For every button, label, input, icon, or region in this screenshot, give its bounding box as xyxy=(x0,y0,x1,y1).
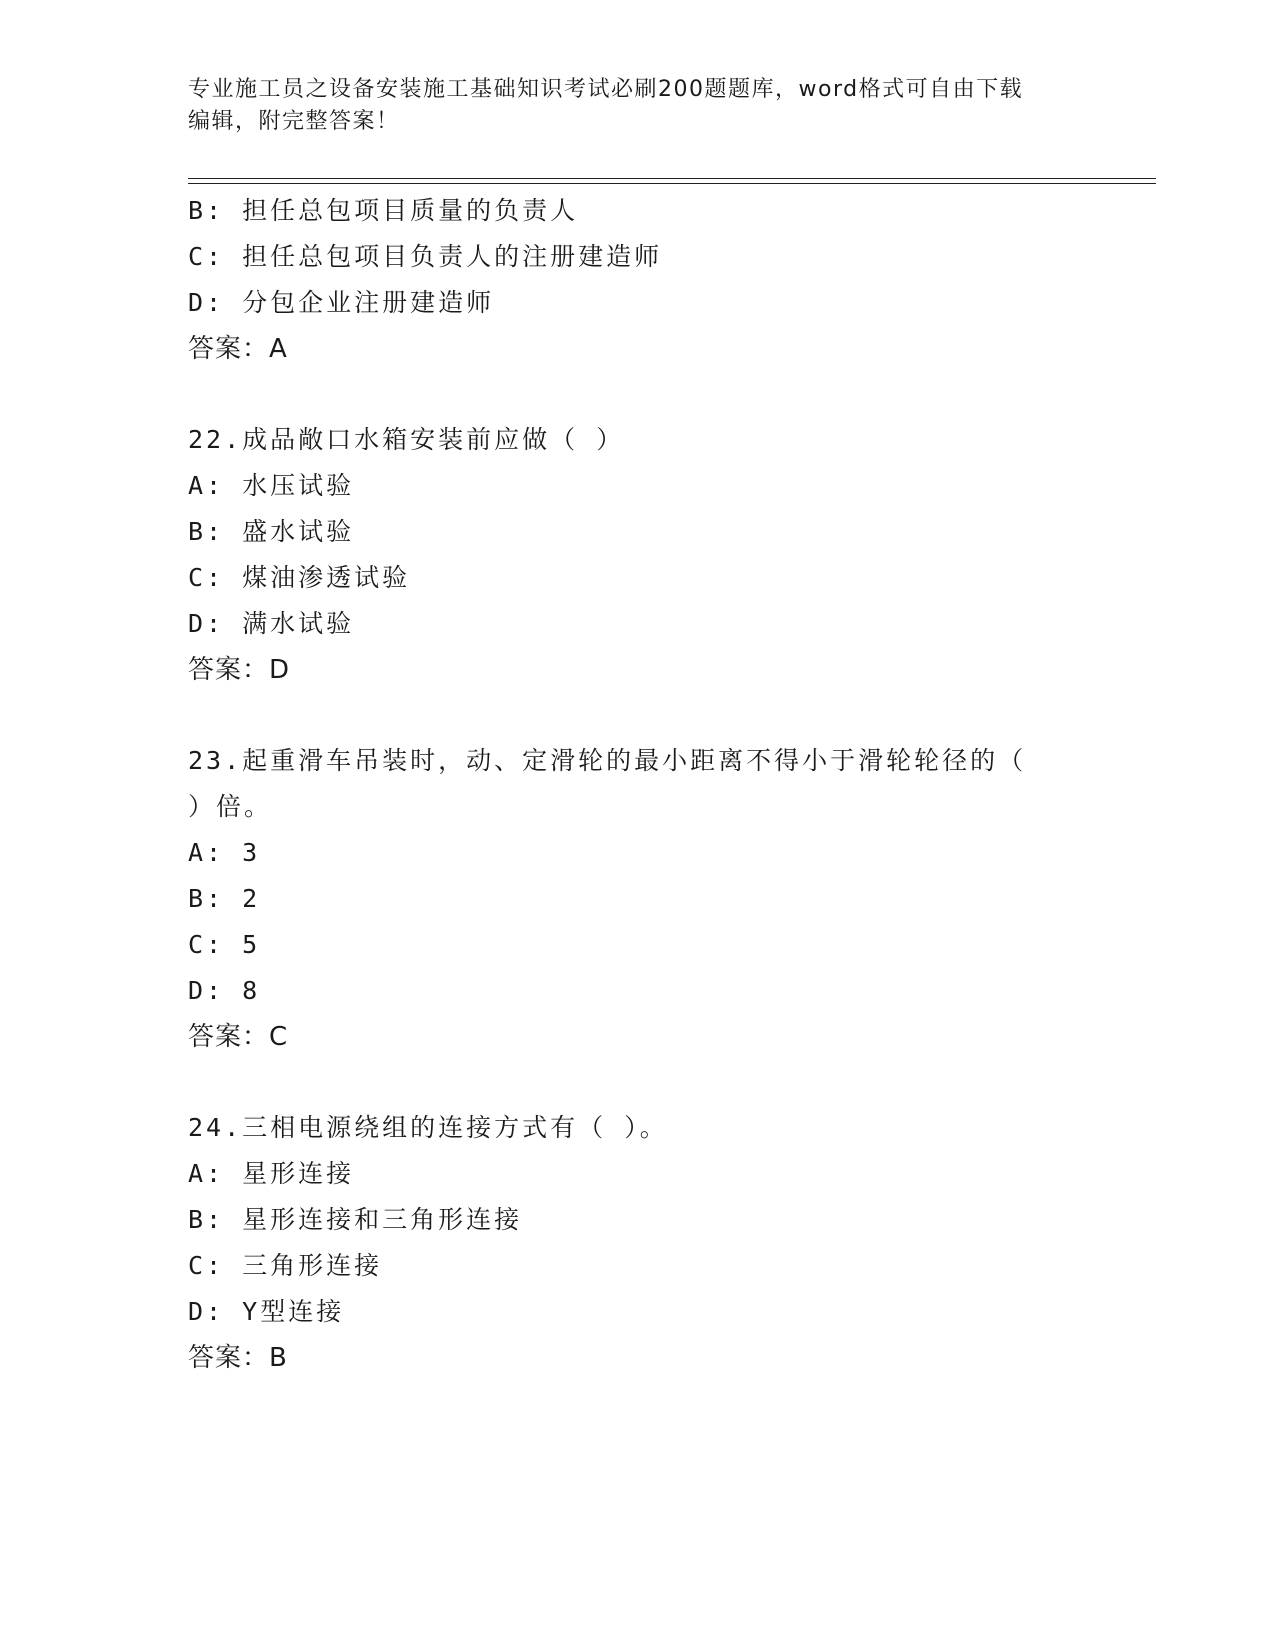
question-text-line-2: ）倍。 xyxy=(188,792,273,821)
question-list xyxy=(188,188,1088,1381)
option-d: D: 8 xyxy=(188,976,261,1005)
header-divider-top xyxy=(188,178,1156,179)
option-b: B: 星形连接和三角形连接 xyxy=(188,1205,523,1234)
header-title-line-1: 专业施工员之设备安装施工基础知识考试必刷200题题库，word格式可自由下载 xyxy=(188,77,1024,102)
header-divider-bottom xyxy=(188,183,1156,184)
header-title-line-2: 编辑，附完整答案！ xyxy=(188,109,400,134)
answer-label: 答案：A xyxy=(188,334,288,364)
answer-label: 答案：B xyxy=(188,1343,288,1373)
question-block-23 xyxy=(188,738,1088,1060)
spacer xyxy=(188,372,1088,417)
question-block-22 xyxy=(188,417,1088,693)
answer-label: 答案：C xyxy=(188,1022,289,1052)
question-text-line-1: 23.起重滑车吊装时，动、定滑轮的最小距离不得小于滑轮轮径的（ xyxy=(188,746,1027,775)
option-b: B: 担任总包项目质量的负责人 xyxy=(188,196,579,225)
question-text: 24.三相电源绕组的连接方式有（ ）。 xyxy=(188,1113,668,1142)
option-a: A: 3 xyxy=(188,838,261,867)
answer-label: 答案：D xyxy=(188,655,291,685)
spacer xyxy=(188,693,1088,738)
question-block-21 xyxy=(188,188,1088,372)
spacer xyxy=(188,1060,1088,1105)
option-c: C: 三角形连接 xyxy=(188,1251,383,1280)
question-block-24 xyxy=(188,1105,1088,1381)
option-c: C: 5 xyxy=(188,930,261,959)
option-d: D: 分包企业注册建造师 xyxy=(188,288,495,317)
option-c: C: 煤油渗透试验 xyxy=(188,563,411,592)
option-d: D: Y型连接 xyxy=(188,1297,345,1326)
option-d: D: 满水试验 xyxy=(188,609,355,638)
question-text: 22.成品敞口水箱安装前应做（ ） xyxy=(188,425,625,454)
option-b: B: 2 xyxy=(188,884,261,913)
option-a: A: 星形连接 xyxy=(188,1159,355,1188)
option-c: C: 担任总包项目负责人的注册建造师 xyxy=(188,242,663,271)
option-b: B: 盛水试验 xyxy=(188,517,355,546)
document-header xyxy=(188,74,1088,138)
option-a: A: 水压试验 xyxy=(188,471,355,500)
